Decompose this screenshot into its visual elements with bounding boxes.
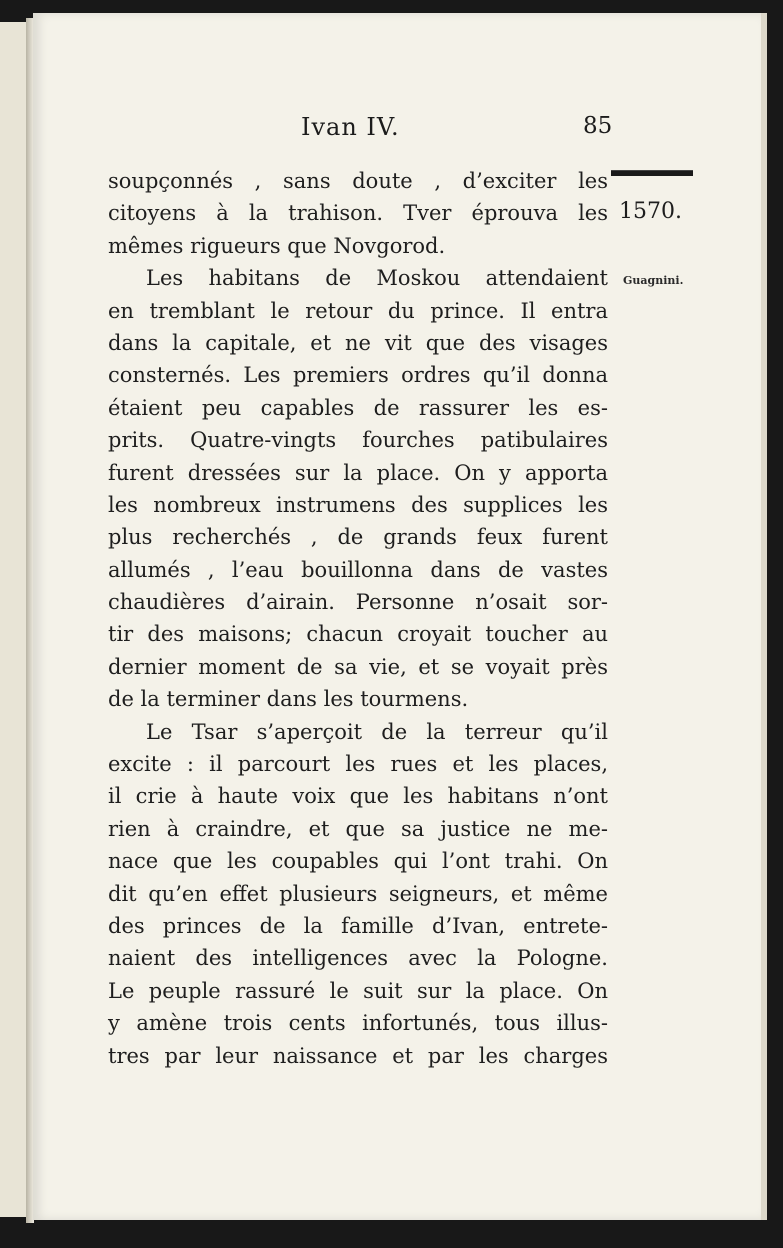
text-line: rien à craindre, et que sa justice ne me- [108, 816, 608, 841]
margin-source-note: Guagnini. [623, 274, 684, 287]
text-line: Le peuple rassuré le suit sur la place. On [108, 978, 608, 1003]
running-title: Ivan IV. [301, 113, 400, 141]
text-line: tir des maisons; chacun croyait toucher au [108, 622, 608, 647]
text-line: il crie à haute voix que les habitans n’ont [108, 784, 608, 809]
book-page [33, 13, 761, 1220]
text-line: des princes de la famille d’Ivan, entrete- [108, 913, 608, 938]
text-line: y amène trois cents infortunés, tous illus- [108, 1011, 608, 1036]
text-line: étaient peu capables de rassurer les es- [108, 395, 608, 420]
text-line: allumés , l’eau bouillonna dans de vastes [108, 557, 608, 582]
text-line: naient des intelligences avec la Pologne. [108, 946, 608, 971]
text-line: consternés. Les premiers ordres qu’il donna [108, 363, 608, 388]
text-line: mêmes rigueurs que Novgorod. [108, 233, 446, 258]
text-line: les nombreux instrumens des supplices les [108, 492, 608, 517]
margin-year-note: 1570. [619, 199, 682, 224]
page-number: 85 [583, 113, 613, 139]
text-line: tres par leur naissance et par les charges [108, 1043, 608, 1068]
text-line: soupçonnés , sans doute , d’exciter les [108, 169, 608, 193]
page-header [33, 113, 643, 149]
text-line: dit qu’en effet plusieurs seigneurs, et même [108, 881, 608, 906]
text-line: nace que les coupables qui l’ont trahi. On [108, 849, 608, 874]
text-line: citoyens à la trahison. Tver éprouva les [108, 201, 608, 226]
paragraph-first-line: Les habitans de Moskou attendaient [146, 266, 608, 291]
page-right-edge [761, 13, 767, 1220]
body-text [108, 165, 608, 1072]
text-line: de la terminer dans les tourmens. [108, 687, 469, 712]
margin-rule [611, 170, 693, 176]
text-line: en tremblant le retour du prince. Il entra [108, 298, 608, 323]
text-line: dernier moment de sa vie, et se voyait près [108, 654, 608, 679]
paragraph-first-line: Le Tsar s’aperçoit de la terreur qu’il [146, 719, 608, 744]
text-line: dans la capitale, et ne vit que des visages [108, 330, 608, 355]
text-line: prits. Quatre-vingts fourches patibulaires [108, 428, 608, 453]
text-line: plus recherchés , de grands feux furent [108, 525, 608, 550]
text-line: excite : il parcourt les rues et les places, [108, 752, 608, 777]
text-line: furent dressées sur la place. On y apporta [108, 460, 608, 485]
text-line: chaudières d’airain. Personne n’osait sor- [108, 590, 608, 615]
